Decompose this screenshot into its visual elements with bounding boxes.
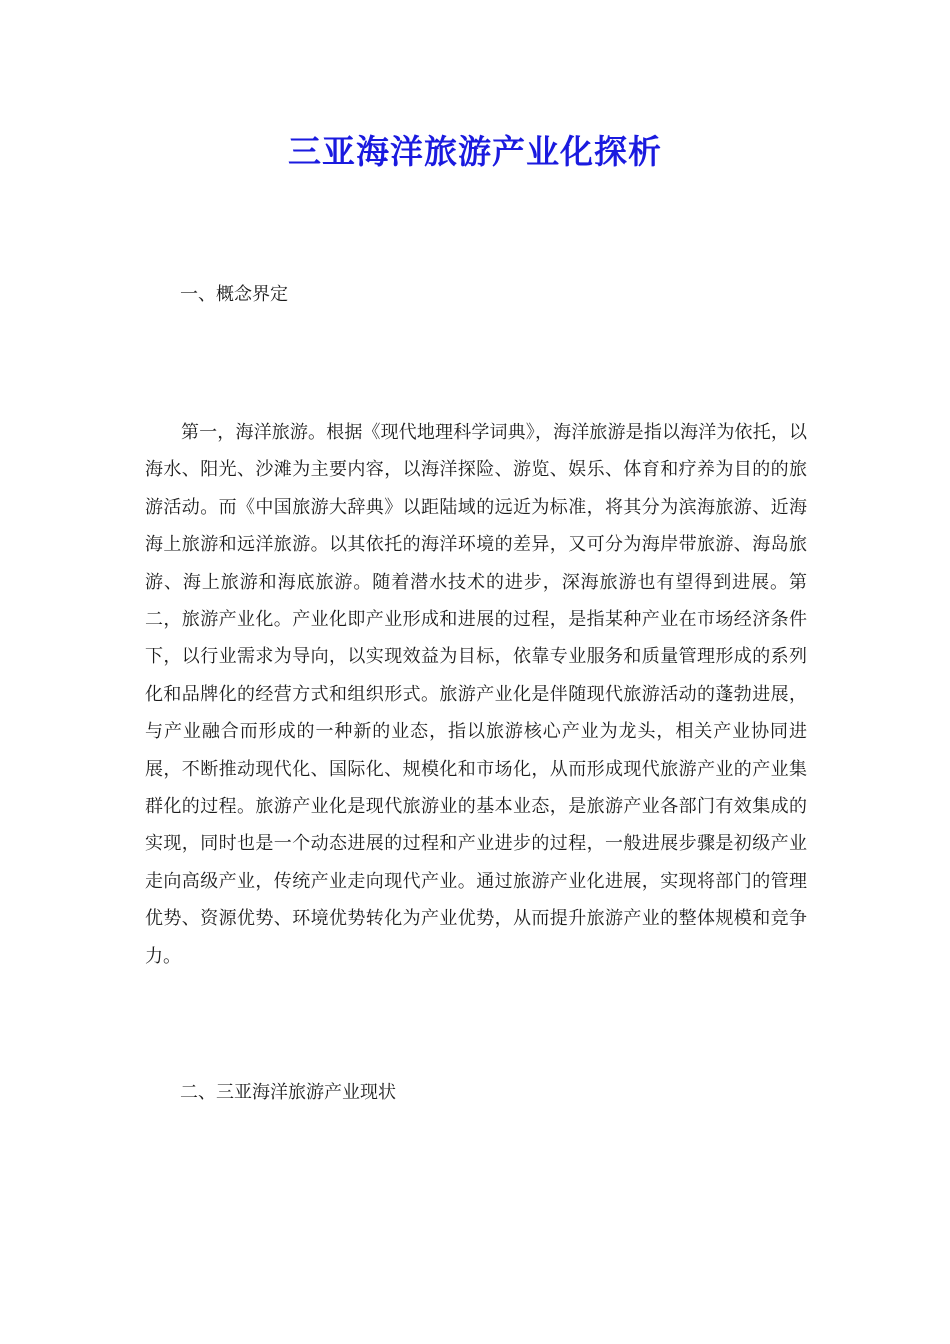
section-heading-concept: 一、概念界定 — [180, 284, 288, 305]
document-title: 三亚海洋旅游产业化探析 — [288, 132, 662, 171]
section-heading-status: 二、三亚海洋旅游产业现状 — [180, 1082, 396, 1103]
section-body-paragraph: 第一，海洋旅游。根据《现代地理科学词典》，海洋旅游是指以海洋为依托，以海水、阳光、沙滩为主要内容，以海洋探险、游览、娱乐、体育和疗养为目的的旅游活动。而《中国旅游大辞典》以距陆域的远近为标准，将其分为滨海旅游、近海海上旅游和远洋旅游。以其依托的海洋环境的差异，又可分为海岸带旅游、海岛旅游、海上旅游和海底旅游。随着潜水技术的进步，深海旅游也有望得到进展。第二，旅游产业化。产业化即产业形成和进展的过程，是指某种产业在市场经济条件下，以行业需求为导向，以实现效益为目标，依靠专业服务和质量管理形成的系列化和品牌化的经营方式和组织形式。旅游产业化是伴随现代旅游活动的蓬勃进展，与产业融合而形成的一种新的业态，指以旅游核心产业为龙头，相关产业协同进展，不断推动现代化、国际化、规模化和市场化，从而形成现代旅游产业的产业集群化的过程。旅游产业化是现代旅游业的基本业态，是旅游产业各部门有效集成的实现，同时也是一个动态进展的过程和产业进步的过程，一般进展步骤是初级产业走向高级产业，传统产业走向现代产业。通过旅游产业化进展，实现将部门的管理优势、资源优势、环境优势转化为产业优势，从而提升旅游产业的整体规模和竞争力。 — [145, 422, 807, 967]
